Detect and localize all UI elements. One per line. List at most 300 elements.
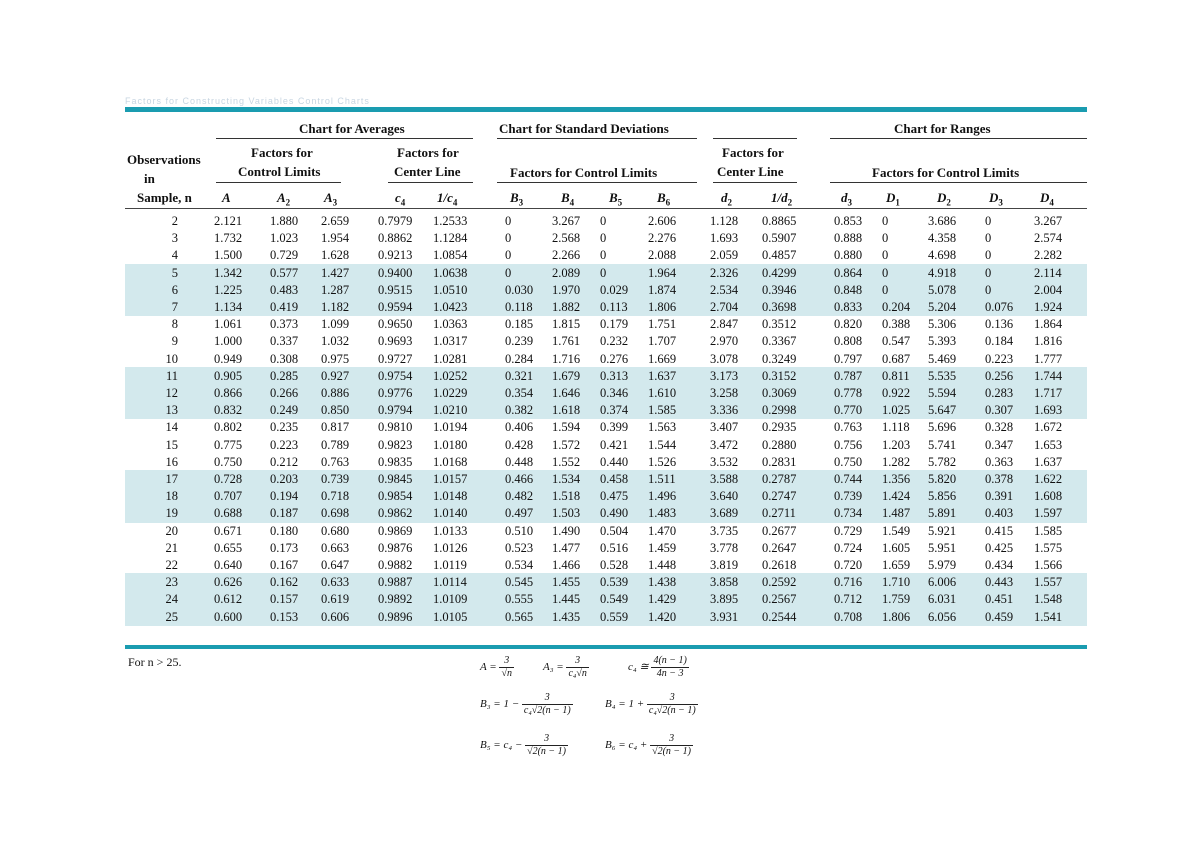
factor-cell: 1.429 [648,592,677,607]
formula-B3-den: c₄√2(n − 1) [523,705,571,716]
factor-cell: 1.717 [1034,386,1063,400]
factor-cell: 2.276 [648,231,677,246]
factor-cell: 0.797 [834,351,863,366]
factor-cell: 1.552 [552,454,581,469]
factor-cell: 1.0133 [433,523,468,538]
sample-size-cell: 7 [171,300,178,314]
formula-B4-num: 3 [647,692,698,705]
column-subscript: 4 [452,197,458,208]
factor-cell: 0.9650 [378,317,413,332]
factor-cell: 0.534 [505,558,534,572]
sample-size-cell: 12 [165,386,178,400]
factor-cell: 0.3512 [762,317,797,332]
factor-cell: 0.118 [505,300,533,314]
factor-cell: 3.267 [1034,214,1063,228]
factor-cell: 0.888 [834,231,863,246]
column-subscript: 4 [1049,197,1054,208]
sample-size-cell: 24 [165,592,178,607]
table-row [0,557,1200,573]
factor-cell: 0 [882,265,889,280]
factor-cell: 1.693 [1034,403,1063,418]
factor-cell: 0.9892 [378,592,413,607]
factor-cell: 1.455 [552,575,581,590]
factor-cell: 1.707 [648,334,677,349]
factor-cell: 1.751 [648,317,677,332]
formula-B5-den: √2(n − 1) [527,746,567,757]
sample-size-cell: 10 [165,351,178,366]
factor-cell: 0.328 [985,420,1014,435]
factor-cell: 3.407 [710,420,739,435]
factor-cell: 0.549 [600,592,629,607]
sample-size-cell: 18 [165,489,178,504]
factor-cell: 1.732 [214,231,243,246]
bottom-teal-rule [125,645,1087,649]
factor-cell: 0.9896 [378,609,413,624]
factor-cell: 0.406 [505,420,534,435]
factor-cell: 0.2998 [762,403,797,418]
factor-cell: 2.534 [710,282,739,297]
sample-size-cell: 13 [165,403,178,418]
factor-cell: 5.820 [928,472,957,486]
factor-cell: 1.0510 [433,282,468,297]
formula-B6-den: √2(n − 1) [652,746,692,757]
column-symbol: A [324,190,333,205]
factor-cell: 0.3249 [762,351,797,366]
factor-cell: 0.194 [270,489,299,504]
factor-cell: 2.282 [1034,248,1063,263]
factor-cell: 0.739 [834,489,863,504]
factor-cell: 0.763 [834,420,863,435]
factor-cell: 1.549 [882,523,911,538]
rng-center-subrule [713,182,797,183]
factor-cell: 0.539 [600,575,629,590]
factor-cell: 5.594 [928,386,957,400]
factor-cell: 5.951 [928,540,957,555]
factor-cell: 0.756 [834,437,863,452]
factor-cell: 0.346 [600,386,629,400]
factor-cell: 0 [985,214,992,228]
factor-cell: 1.693 [710,231,739,246]
factor-cell: 0.434 [985,558,1014,572]
sample-size-cell: 5 [171,265,178,280]
factor-cell: 0.239 [505,334,534,349]
factor-cell: 0.905 [214,368,243,383]
factor-cell: 0.545 [505,575,534,590]
factor-cell: 5.979 [928,558,957,572]
factor-cell: 1.023 [270,231,299,246]
factor-cell: 0.619 [321,592,350,607]
factor-cell: 1.954 [321,231,350,246]
factor-cell: 1.487 [882,506,911,521]
factor-cell: 0.415 [985,523,1014,538]
factor-cell: 1.0109 [433,592,468,607]
formula-B3 [480,692,573,717]
factor-cell: 0.612 [214,592,243,607]
factor-cell: 0.490 [600,506,629,521]
formula-c4 [628,655,689,680]
factor-cell: 1.597 [1034,506,1063,521]
factor-cell: 0.8862 [378,231,413,246]
factor-cell: 0.9862 [378,506,413,521]
factor-cell: 0.030 [505,282,534,297]
column-symbol: 1/c [437,190,453,205]
factor-cell: 0.708 [834,609,863,624]
factor-cell: 0.308 [270,351,299,366]
table-row [0,609,1200,625]
formula-A3-num: 3 [566,655,588,668]
factor-cell: 0.9776 [378,386,413,400]
factor-cell: 5.741 [928,437,957,452]
factor-cell: 2.704 [710,300,739,314]
column-symbol: A [277,190,286,205]
factor-cell: 0.374 [600,403,629,418]
factor-cell: 0.153 [270,609,299,624]
std-factors-control-label: Factors for Control Limits [510,165,658,180]
factor-cell: 0.378 [985,472,1014,486]
factor-cell: 1.563 [648,420,677,435]
table-row [0,265,1200,281]
factor-cell: 1.0148 [433,489,468,504]
factor-cell: 0 [505,248,512,263]
column-subscript: 3 [332,197,338,208]
factor-cell: 0.249 [270,403,299,418]
factor-cell: 0.3698 [762,300,797,314]
factor-cell: 0.157 [270,592,299,607]
factor-cell: 3.819 [710,558,739,572]
factor-cell: 0.9213 [378,248,413,263]
factor-cell: 1.605 [882,540,911,555]
factor-cell: 1.970 [552,282,581,297]
factor-cell: 0 [505,265,512,280]
factor-cell: 0 [882,282,889,297]
table-row [0,368,1200,384]
factor-cell: 1.628 [321,248,350,263]
factor-cell: 1.203 [882,437,911,452]
factor-cell: 0.2647 [762,540,797,555]
factor-cell: 1.759 [882,592,911,607]
factor-cell: 0.285 [270,368,299,383]
table-row [0,316,1200,332]
factor-cell: 0.528 [600,558,629,572]
factor-cell: 0.203 [270,472,299,486]
factor-cell: 0.880 [834,248,863,263]
factor-cell: 1.637 [648,368,677,383]
formula-A-lhs: A = [480,661,497,674]
factor-cell: 0.443 [985,575,1014,590]
factor-cell: 0.185 [505,317,534,332]
factor-cell: 1.0180 [433,437,468,452]
factor-cell: 1.500 [214,248,243,263]
factor-cell: 0.9400 [378,265,413,280]
factor-cell: 3.267 [552,214,581,228]
factor-cell: 0.9754 [378,368,413,383]
factor-cell: 0.256 [985,368,1014,383]
formula-B6-fraction [650,733,693,758]
column-symbol: D [1040,190,1050,205]
factor-cell: 0.388 [882,317,911,332]
factor-cell: 1.470 [648,523,677,538]
factor-cell: 0.276 [600,351,629,366]
factor-cell: 1.544 [648,437,677,452]
factor-cell: 0.113 [600,300,628,314]
factor-cell: 0.866 [214,386,243,400]
factor-cell: 0.337 [270,334,299,349]
factor-cell: 0.363 [985,454,1014,469]
factor-cell: 0.403 [985,506,1014,521]
factor-cell: 1.1284 [433,231,468,246]
factor-cell: 1.882 [552,300,581,314]
footnote: For n > 25. [128,655,182,669]
sample-size-cell: 25 [165,609,178,624]
formula-B5-lhs: B₅ = c₄ − [480,739,523,752]
column-symbol: 1/d [771,190,788,205]
factor-cell: 0.459 [985,609,1014,624]
factor-cell: 0 [985,231,992,246]
factor-cell: 1.0638 [433,265,468,280]
factor-cell: 0.440 [600,454,629,469]
factor-cell: 0 [882,214,889,228]
header-bottom-rule [125,208,1087,209]
ranges-rule [830,138,1087,139]
column-symbol: D [989,190,999,205]
column-subscript: 2 [946,197,951,208]
factor-cell: 0.577 [270,265,299,280]
factor-cell: 0.833 [834,300,863,314]
factor-cell: 3.078 [710,351,739,366]
column-subscript: 3 [847,197,852,208]
factor-cell: 0.770 [834,403,863,418]
factor-cell: 1.777 [1034,351,1063,366]
column-symbol: D [937,190,947,205]
observations-in-label: in [144,171,155,186]
chart-std-heading: Chart for Standard Deviations [499,121,669,136]
factor-cell: 0.321 [505,368,534,383]
formula-B3-lhs: B₃ = 1 − [480,698,520,711]
factor-cell: 3.686 [928,214,957,228]
column-symbol: B [510,190,519,205]
factor-cell: 1.0423 [433,300,468,314]
sample-size-cell: 6 [171,282,178,297]
factor-cell: 0 [600,265,607,280]
factor-cell: 0.671 [214,523,243,538]
factor-cell: 0.555 [505,592,534,607]
formula-A-num: 3 [499,655,514,668]
sample-size-cell: 3 [171,231,178,246]
factor-cell: 0 [882,231,889,246]
factor-cell: 3.588 [710,472,739,486]
formula-c4-num: 4(n − 1) [653,655,687,666]
factor-cell: 1.518 [552,489,581,504]
factor-cell: 2.659 [321,214,350,228]
factor-cell: 0.9727 [378,351,413,366]
factor-cell: 0.2711 [762,506,796,521]
factor-cell: 0.698 [321,506,350,521]
factor-cell: 0.029 [600,282,629,297]
factor-cell: 2.266 [552,248,581,263]
factor-cell: 1.744 [1034,368,1063,383]
factor-cell: 0.307 [985,403,1014,418]
factor-cell: 1.483 [648,506,677,521]
factor-cell: 3.640 [710,489,739,504]
factor-cell: 0.716 [834,575,863,590]
column-subscript: 1 [895,197,900,208]
factor-cell: 1.032 [321,334,350,349]
factor-cell: 1.815 [552,317,581,332]
top-teal-rule [125,107,1087,112]
table-row [0,247,1200,263]
factor-cell: 0.4299 [762,265,797,280]
factor-cell: 0.3367 [762,334,797,349]
factor-cell: 0.789 [321,437,350,452]
column-subscript: 2 [727,197,732,208]
factor-cell: 1.0140 [433,506,468,521]
factor-cell: 0.9594 [378,300,413,314]
factor-cell: 0.184 [985,334,1014,349]
column-subscript: 4 [400,197,406,208]
avg-factors-control-label-1: Factors for [251,145,313,160]
factor-cell: 1.0317 [433,334,468,349]
factor-cell: 0.9810 [378,420,413,435]
formula-B4-lhs: B₄ = 1 + [605,698,645,711]
table-row [0,505,1200,521]
formula-B5 [480,733,568,758]
factor-cell: 0.223 [270,437,299,452]
column-subscript: 5 [617,197,623,208]
factor-cell: 1.282 [882,454,911,469]
factor-cell: 0.523 [505,540,534,555]
table-row [0,333,1200,349]
factor-cell: 0.313 [600,368,629,383]
factor-cell: 0.729 [270,248,299,263]
factor-cell: 0.547 [882,334,911,349]
formula-B3-fraction [522,692,573,717]
factor-cell: 1.424 [882,489,911,504]
sample-size-cell: 20 [165,523,178,538]
factor-cell: 0.3152 [762,368,797,383]
factor-cell: 0.3069 [762,386,797,400]
factor-cell: 0.451 [985,592,1014,607]
table-row [0,282,1200,298]
factor-cell: 4.918 [928,265,957,280]
factor-cell: 1.646 [552,386,581,400]
factor-cell: 0.283 [985,386,1014,400]
table-row [0,591,1200,607]
factor-cell: 0.2677 [762,523,797,538]
factor-cell: 0.2747 [762,489,797,504]
factor-cell: 0.975 [321,351,350,366]
factor-cell: 2.568 [552,231,581,246]
factor-cell: 1.490 [552,523,581,538]
factor-cell: 1.099 [321,317,350,332]
factor-cell: 0 [985,248,992,263]
factor-cell: 3.173 [710,368,739,383]
averages-rule [216,138,473,139]
factor-cell: 0.266 [270,386,299,400]
factor-cell: 0.9845 [378,472,413,486]
factor-cell: 1.0281 [433,351,468,366]
factor-cell: 0.750 [834,454,863,469]
factor-cell: 0.9794 [378,403,413,418]
factor-cell: 2.059 [710,248,739,263]
factor-cell: 0.647 [321,558,350,572]
table-row [0,454,1200,470]
factor-cell: 1.459 [648,540,677,555]
factor-cell: 3.336 [710,403,739,418]
factor-cell: 1.0210 [433,403,468,418]
table-row [0,385,1200,401]
factor-cell: 1.964 [648,265,677,280]
factor-cell: 0.428 [505,437,534,452]
table-row [0,488,1200,504]
factor-cell: 1.448 [648,558,677,572]
factor-cell: 0.7979 [378,214,413,228]
factor-cell: 1.806 [882,609,911,624]
formula-B6-num: 3 [650,733,693,746]
sample-size-cell: 16 [165,454,178,469]
factor-cell: 0.750 [214,454,243,469]
formula-B4-den: c₄√2(n − 1) [648,705,696,716]
factor-cell: 0.712 [834,592,863,607]
factor-cell: 0.425 [985,540,1014,555]
factor-cell: 1.420 [648,609,677,624]
factor-cell: 0.687 [882,351,911,366]
sample-size-cell: 8 [171,317,178,332]
factor-cell: 1.118 [882,420,910,435]
factor-cell: 0.9515 [378,282,413,297]
rng-factors-center-label-1: Factors for [722,145,784,160]
factor-cell: 1.541 [1034,609,1063,624]
table-row [0,471,1200,487]
table-row [0,402,1200,418]
factor-cell: 0.399 [600,420,629,435]
factor-cell: 1.864 [1034,317,1063,332]
column-subscript: 3 [998,197,1003,208]
factor-cell: 0.848 [834,282,863,297]
factor-cell: 1.659 [882,558,911,572]
sample-size-cell: 9 [171,334,178,349]
observations-label: Observations [127,152,201,167]
factor-cell: 0.680 [321,523,350,538]
avg-factors-center-label-2: Center Line [394,164,461,179]
factor-cell: 0 [985,265,992,280]
factor-cell: 5.891 [928,506,957,521]
factor-cell: 5.856 [928,489,957,504]
sample-size-cell: 11 [165,368,178,383]
factor-cell: 0.448 [505,454,534,469]
factor-cell: 0.483 [270,282,299,297]
table-row [0,540,1200,556]
factor-cell: 1.679 [552,368,581,383]
factor-cell: 0.832 [214,403,243,418]
factor-cell: 1.445 [552,592,581,607]
factor-cell: 0.2787 [762,472,797,486]
factor-cell: 2.847 [710,317,739,332]
factor-cell: 2.114 [1034,265,1062,280]
factor-cell: 0.707 [214,489,243,504]
factor-cell: 3.931 [710,609,739,624]
factor-cell: 5.078 [928,282,957,297]
factor-cell: 0.949 [214,351,243,366]
table-row [0,523,1200,539]
sample-size-cell: 17 [165,472,178,486]
faded-table-title: Factors for Constructing Variables Control Charts [125,96,370,106]
table-row [0,230,1200,246]
factor-cell: 0.2544 [762,609,797,624]
factor-cell: 1.572 [552,437,581,452]
factor-cell: 1.761 [552,334,581,349]
factor-cell: 0.8865 [762,214,797,228]
sample-n-label: Sample, n [137,190,192,205]
